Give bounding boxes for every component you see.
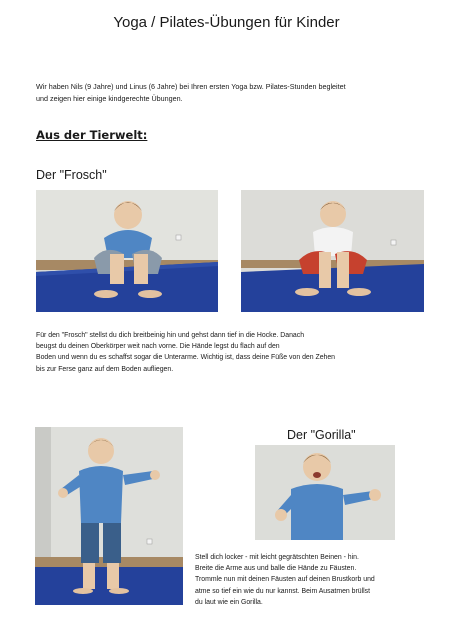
frosch-description — [36, 330, 416, 375]
gorilla-heading: Der "Gorilla" — [287, 428, 356, 442]
intro-line: Wir haben Nils (9 Jahre) und Linus (6 Jahre) bei Ihren ersten Yoga bzw. Pilates-Stunden begleitet — [36, 82, 346, 91]
description-line: beugst du deinen Oberkörper weit nach vorne. Die Hände legst du flach auf den — [36, 343, 280, 351]
description-line: Stell dich locker - mit leicht gegrätschten Beinen - hin. — [195, 554, 359, 561]
frosch-photo-linus — [241, 190, 424, 312]
intro-line: und zeigen hier einige kindgerechte Übungen. — [36, 94, 183, 103]
description-line: Trommle nun mit deinen Fäusten auf deinen Brustkorb und — [195, 576, 375, 584]
page-title: Yoga / Pilates-Übungen für Kinder — [113, 14, 340, 31]
description-line: bis zur Ferse ganz auf dem Boden aufliegen. — [36, 365, 174, 373]
description-line: Boden und wenn du es schaffst sogar die Unterarme. Wichtig ist, dass deine Füße von den Zehen — [36, 354, 336, 362]
description-line: Breite die Arme aus und balle die Hände zu Fäusten. — [195, 565, 357, 573]
frosch-heading: Der "Frosch" — [36, 168, 107, 182]
gorilla-photo-standing — [35, 427, 183, 605]
description-line: du laut wie ein Gorilla. — [195, 598, 263, 606]
section-heading: Aus der Tierwelt: — [36, 128, 148, 142]
frosch-photo-nils — [36, 190, 218, 312]
intro-text — [36, 81, 416, 105]
gorilla-photo-closeup — [255, 445, 395, 540]
description-line: atme so tief ein wie du nur kannst. Beim Ausatmen brüllst — [195, 587, 371, 595]
description-line: Für den "Frosch" stellst du dich breitbeinig hin und gehst dann tief in die Hocke. Danach — [36, 332, 305, 339]
gorilla-description — [195, 552, 410, 608]
